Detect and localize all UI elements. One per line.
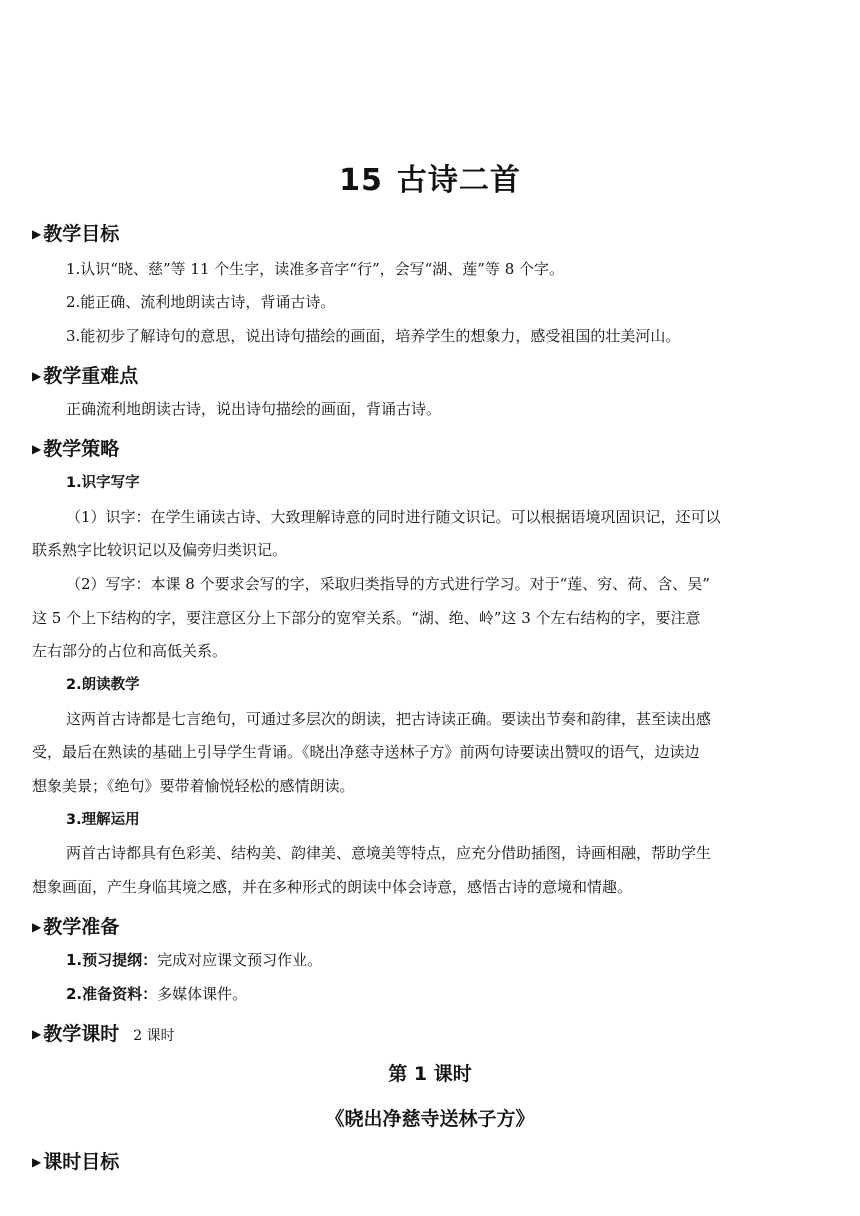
strategy-sub-literacy: 1.识字写字 <box>66 475 140 491</box>
lesson-1-poem-title: 《晓出净慈寺送林子方》 <box>325 1108 535 1130</box>
prep-item-1-label: 1.预习提纲： <box>66 951 158 969</box>
triangle-right-icon: ▶ <box>32 442 42 456</box>
strategy-p2-line-3: 左右部分的占位和高低关系。 <box>32 642 228 660</box>
strategy-p1-line-1: （1）识字：在学生诵读古诗、大致理解诗意的同时进行随文识记。可以根据语境巩固识记，还可以 <box>66 508 721 526</box>
heading-prep-text: 教学准备 <box>43 916 120 938</box>
hours-value: 2 课时 <box>133 1028 175 1044</box>
goal-item-2: 2.能正确、流利地朗读古诗，背诵古诗。 <box>66 293 336 311</box>
lesson-title <box>0 155 860 199</box>
lesson-1-title: 第 1 课时 <box>388 1063 472 1085</box>
lesson-title-text: 古诗二首 <box>396 163 521 198</box>
heading-strategy-text: 教学策略 <box>43 438 120 460</box>
heading-lesson-goals <box>32 1147 119 1174</box>
heading-hours-text: 教学课时 <box>43 1023 120 1045</box>
goal-item-1: 1.认识“晓、慈”等 11 个生字，读准多音字“行”，会写“湖、莲”等 8 个字。 <box>66 260 565 278</box>
strategy-p2-line-1: （2）写字：本课 8 个要求会写的字，采取归类指导的方式进行学习。对于“莲、穷、荷、含、吴” <box>66 575 710 593</box>
prep-item-2 <box>66 984 247 1004</box>
lesson-number: 15 <box>339 163 383 198</box>
strategy-p1-line-2: 联系熟字比较识记以及偏旁归类识记。 <box>32 541 288 559</box>
heading-key-points <box>32 361 138 388</box>
prep-item-2-text: 多媒体课件。 <box>157 985 248 1003</box>
strategy-p3-line-3: 想象美景；《绝句》要带着愉悦轻松的感情朗读。 <box>32 777 355 795</box>
key-points-text: 正确流利地朗读古诗，说出诗句描绘的画面，背诵古诗。 <box>66 400 442 418</box>
strategy-p3-line-2: 受，最后在熟读的基础上引导学生背诵。《晓出净慈寺送林子方》前两句诗要读出赞叹的语气，边读边 <box>32 743 700 761</box>
heading-strategy <box>32 434 119 461</box>
heading-prep <box>32 912 119 939</box>
strategy-p4-line-1: 两首古诗都具有色彩美、结构美、韵律美、意境美等特点，应充分借助插图，诗画相融，帮助学生 <box>66 844 712 862</box>
strategy-p4-line-2: 想象画面，产生身临其境之感，并在多种形式的朗读中体会诗意，感悟古诗的意境和情趣。 <box>32 878 633 896</box>
heading-lesson-goals-text: 课时目标 <box>43 1151 120 1173</box>
prep-item-2-label: 2.准备资料： <box>66 985 158 1003</box>
triangle-right-icon: ▶ <box>32 920 42 934</box>
triangle-right-icon: ▶ <box>32 1027 42 1041</box>
strategy-p2-line-2: 这 5 个上下结构的字，要注意区分上下部分的宽窄关系。“湖、绝、岭”这 3 个左右结构的字，要注意 <box>32 609 701 627</box>
strategy-sub-reading: 2.朗读教学 <box>66 677 140 693</box>
triangle-right-icon: ▶ <box>32 369 42 383</box>
heading-goals-text: 教学目标 <box>43 223 120 245</box>
heading-hours <box>32 1019 175 1046</box>
strategy-p3-line-1: 这两首古诗都是七言绝句，可通过多层次的朗读，把古诗读正确。要读出节奏和韵律，甚至读出感 <box>66 710 712 728</box>
prep-item-1 <box>66 950 322 970</box>
triangle-right-icon: ▶ <box>32 1155 42 1169</box>
strategy-sub-application: 3.理解运用 <box>66 812 140 828</box>
heading-goals <box>32 219 119 246</box>
prep-item-1-text: 完成对应课文预习作业。 <box>157 951 323 969</box>
goal-item-3: 3.能初步了解诗句的意思，说出诗句描绘的画面，培养学生的想象力，感受祖国的壮美河山。 <box>66 327 681 345</box>
heading-key-points-text: 教学重难点 <box>43 365 139 387</box>
triangle-right-icon: ▶ <box>32 227 42 241</box>
